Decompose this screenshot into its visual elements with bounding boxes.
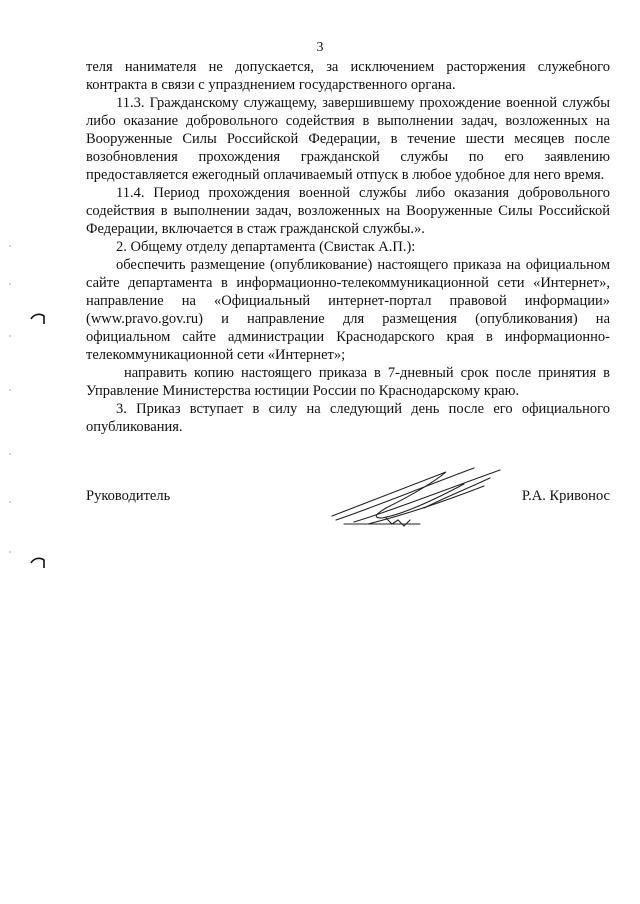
- signature-block: [86, 488, 610, 548]
- page-number: 3: [316, 40, 324, 55]
- punch-hole-mark: [30, 556, 46, 570]
- paragraph-continuation: теля нанимателя не допускается, за исключением расторжения служебного контракта в связи с упразднением государственного органа.: [86, 59, 610, 93]
- paragraph-send-copy: направить копию настоящего приказа в 7-дневный срок после принятия в Управление Министерства юстиции России по Краснодарскому краю.: [86, 365, 610, 399]
- paragraph-11-4: 11.4. Период прохождения военной службы либо оказания добровольного содействия в выполнении задач, возложенных на Вооруженные Силы Российской Федерации, включается в стаж гражданской службы.».: [86, 185, 610, 237]
- paragraph-11-3: 11.3. Гражданскому служащему, завершившему прохождение военной службы либо оказание добровольного содействия в выполнении задач, возложенных на Вооруженные Силы Российской Федерации, в течение шести месяцев после возобновления прохождения гражданской службы по его заявлению предоставляется ежегодный оплачиваемый отпуск в любое удобное для него время.: [86, 95, 610, 183]
- signatory-name: Р.А. Кривонос: [521, 488, 610, 504]
- paragraph-item-3: 3. Приказ вступает в силу на следующий день после его официального опубликования.: [86, 401, 610, 435]
- handwritten-signature: [324, 464, 514, 528]
- scan-artifact: [8, 240, 12, 560]
- paragraph-publish: обеспечить размещение (опубликование) настоящего приказа на официальном сайте департамента в информационно-телекоммуникационной сети «Интернет», направление на «Официальный интернет-портал правовой информации» (www.pravo.gov.ru) и направление для размещения (опубликования) на официальном сайте администрации Краснодарского края в информационно-телекоммуникационной сети «Интернет»;: [86, 257, 610, 363]
- paragraph-item-2: 2. Общему отделу департамента (Свистак А.П.):: [116, 239, 416, 255]
- signatory-title: Руководитель: [86, 488, 171, 504]
- punch-hole-mark: [30, 312, 46, 326]
- document-body: [86, 58, 610, 436]
